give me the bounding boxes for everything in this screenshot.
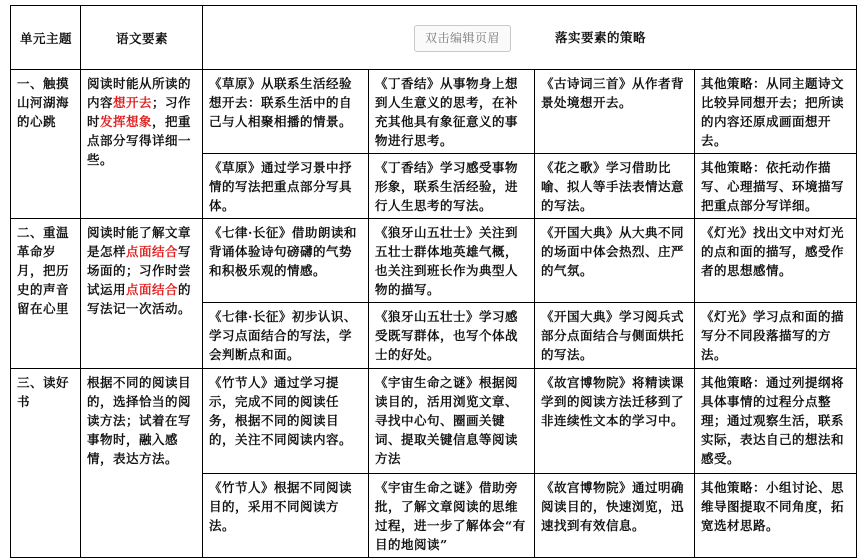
unit-topic-cell: [11, 369, 81, 558]
table-row: [11, 219, 857, 303]
strategy-cell: 《花之歌》学习借助比喻、拟人等手法表情达意的写法。: [535, 154, 695, 219]
edit-header-button[interactable]: 双击编辑页眉: [414, 25, 511, 52]
element-text: 写场面的；习作时尝试运用: [87, 244, 192, 297]
element-highlight: 点面结合: [126, 282, 179, 297]
strategy-cell: 其他策略：从同主题诗文比较异同想开去；把所读的内容还原成画面想开去。: [695, 70, 857, 154]
strategy-cell: 《开国大典》从大典不同的场面中体会热烈、庄严的气氛。: [535, 219, 695, 303]
header-unit-topic-text: 单元主题: [19, 30, 72, 46]
element-text: ，把重点部分写得详细一些。: [87, 114, 192, 167]
element-text: ；习作时: [87, 95, 192, 129]
strategy-cell: 《七律·长征》初步认识、学习点面结合的写法，学会判断点和面。: [203, 303, 369, 369]
element-text: 的写法记一次活动。: [87, 282, 192, 316]
strategy-cell: 《竹节人》根据不同阅读目的，采用不同阅读方法。: [203, 474, 369, 558]
strategy-table: [10, 5, 857, 558]
language-element-cell: [81, 369, 203, 558]
element-highlight: 发挥想象: [100, 114, 153, 129]
unit-topic-cell: [11, 219, 81, 369]
unit-topic-text: 三、读好书: [17, 375, 70, 409]
element-text: 阅读时能了解文章是怎样: [87, 225, 192, 259]
element-text: 阅读时能从所读的内容: [87, 76, 192, 110]
strategy-cell: 《竹节人》通过学习提示，完成不同的阅读任务，根据不同的阅读目的，关注不同阅读内容。: [203, 369, 369, 474]
strategy-cell: 《草原》从联系生活经验想开去：联系生活中的自己与人相聚相播的情景。: [203, 70, 369, 154]
strategy-cell: 《古诗词三首》从作者背景处境想开去。: [535, 70, 695, 154]
strategy-cell: 其他策略：通过列提纲将具体事情的过程分点整理；通过观察生活，联系实际，表达自己的想法和感受。: [695, 369, 857, 474]
strategy-cell: 《灯光》学习点和面的描写分不同段落描写的方法。: [695, 303, 857, 369]
header-strategies-text: 落实要素的策略: [555, 29, 647, 45]
strategy-cell: 《狼牙山五壮士》关注到五壮士群体地英雄气概，也关注到班长作为典型人物的描写。: [369, 219, 535, 303]
element-highlight: 点面结合: [126, 244, 179, 259]
strategy-cell: 其他策略：依托动作描写、心理描写、环境描写把重点部分写详细。: [695, 154, 857, 219]
strategy-cell: 《草原》通过学习景中抒情的写法把重点部分写具体。: [203, 154, 369, 219]
unit-topic-text: 一、触摸山河湖海的心跳: [17, 76, 70, 129]
element-text: 根据不同的阅读目的，选择恰当的阅读方法；试着在写事物时，融入感情，表达方法。: [87, 375, 192, 466]
header-unit-topic: [11, 6, 81, 70]
header-language-elements-text: 语文要素: [115, 30, 168, 46]
strategy-cell: 《宇宙生命之谜》借助旁批，了解文章阅读的思维过程，进一步了解体会“有目的地阅读”: [369, 474, 535, 558]
strategy-cell: 《故宫博物院》将精读课学到的阅读方法迁移到了非连续性文本的学习中。: [535, 369, 695, 474]
header-strategies: [203, 6, 857, 70]
strategy-cell: 《宇宙生命之谜》根据阅读目的，活用浏览文章、寻找中心句、圈画关键词、提取关键信息等阅读方法: [369, 369, 535, 474]
language-element-cell: [81, 219, 203, 369]
unit-topic-text: 二、重温革命岁月，把历史的声音留在心里: [17, 225, 70, 316]
strategy-cell: 其他策略：小组讨论、思维导图提取不同角度，拓宽选材思路。: [695, 474, 857, 558]
strategy-cell: 《丁香结》从事物身上想到人生意义的思考，在补充其他具有象征意义的事物进行思考。: [369, 70, 535, 154]
strategy-cell: 《丁香结》学习感受事物形象，联系生活经验，进行人生思考的写法。: [369, 154, 535, 219]
strategy-cell: 《灯光》找出文中对灯光的点和面的描写，感受作者的思想感情。: [695, 219, 857, 303]
table-row: [11, 369, 857, 474]
strategy-cell: 《七律·长征》借助朗读和背诵体验诗句磅礴的气势和积极乐观的情感。: [203, 219, 369, 303]
language-element-cell: [81, 70, 203, 219]
strategy-cell: 《开国大典》学习阅兵式部分点面结合与侧面烘托的写法。: [535, 303, 695, 369]
element-highlight: 想开去: [113, 95, 153, 110]
unit-topic-cell: [11, 70, 81, 219]
strategy-cell: 《故宫博物院》通过明确阅读目的，快速浏览，迅速找到有效信息。: [535, 474, 695, 558]
header-language-elements: [81, 6, 203, 70]
table-row: [11, 70, 857, 154]
strategy-cell: 《狼牙山五壮士》学习感受既写群体，也写个体战士的好处。: [369, 303, 535, 369]
